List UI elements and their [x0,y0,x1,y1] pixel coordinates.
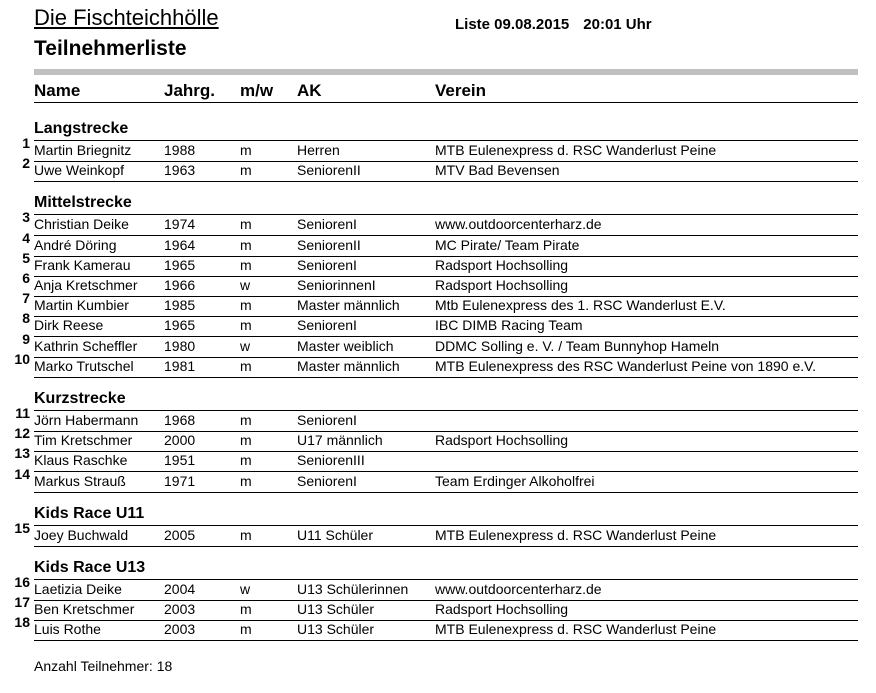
birth-year: 1966 [164,277,196,293]
column-header-sex: m/w [240,81,274,100]
section-title: Kids Race U11 [34,504,145,522]
age-class: SeniorenI [297,216,357,233]
header-divider [34,69,858,75]
age-class: SeniorenII [297,162,361,179]
age-class: Master weiblich [297,337,394,354]
table-row [22,135,858,162]
club-name: MTB Eulenexpress d. RSC Wanderlust Peine [435,142,717,158]
table-row [14,425,858,452]
section-header [34,117,858,141]
gender: m [240,621,252,638]
birth-year: 1965 [164,256,196,273]
birth-year: 1965 [164,317,196,334]
column-header-year: Jahrg. [164,81,216,100]
gender: w [240,277,251,293]
club-name: MTB Eulenexpress d. RSC Wanderlust Peine [435,526,717,543]
section-title: Kurzstrecke [34,390,126,407]
age-class: SeniorenI [297,256,357,273]
row-number: 3 [22,209,30,226]
table-row [22,330,858,358]
table-row [14,594,858,621]
age-class: U17 männlich [297,432,383,449]
age-class: SeniorinnenI [297,277,376,293]
row-number: 14 [14,465,30,482]
row-number: 13 [14,445,30,462]
gender: m [240,236,252,253]
participant-name: Tim Kretschmer [34,432,133,449]
club-name: Radsport Hochsolling [435,277,569,293]
section-title: Langstrecke [34,120,129,137]
table-row [14,519,858,547]
row-number: 1 [22,135,30,151]
participant-name: Christian Deike [34,216,129,233]
section-title: Mittelstrecke [34,194,132,212]
gender: m [240,412,252,428]
participant-name: Martin Briegnitz [34,142,132,158]
table-row [14,350,858,378]
section-header [34,556,858,580]
gender: m [240,297,252,314]
table-row [22,270,858,297]
participant-name: Dirk Reese [34,317,104,334]
age-class: Master männlich [297,297,400,314]
birth-year: 1963 [164,162,196,179]
row-number: 4 [22,229,30,246]
gender: m [240,357,252,374]
column-header-ak: AK [297,81,322,100]
row-number: 16 [14,574,30,590]
birth-year: 2003 [164,601,196,618]
column-header-club: Verein [435,81,487,100]
club-name: Team Erdinger Alkoholfrei [435,472,595,489]
section-header [34,502,858,526]
gender: w [240,337,251,354]
table-row [22,229,858,257]
club-name: IBC DIMB Racing Team [435,317,583,334]
gender: m [240,216,252,233]
birth-year: 2003 [164,621,196,638]
column-header-rule [34,102,858,103]
table-row [14,465,858,493]
row-number: 8 [22,310,30,327]
row-number: 6 [22,270,30,286]
club-name: MC Pirate/ Team Pirate [435,236,580,253]
gender: m [240,452,252,469]
birth-year: 1964 [164,236,196,253]
row-number: 11 [15,405,30,421]
age-class: SeniorenII [297,236,361,253]
list-label: Liste 09.08.2015 [455,16,570,33]
gender: m [240,601,252,618]
age-class: SeniorenI [297,472,357,489]
table-row [22,249,858,277]
birth-year: 1951 [164,452,196,469]
section-title: Kids Race U13 [34,559,146,576]
participant-count: Anzahl Teilnehmer: 18 [34,658,173,674]
participant-name: Klaus Raschke [34,452,128,469]
age-class: U13 Schüler [297,621,375,638]
table-row [14,574,858,601]
section-header [34,191,858,215]
gender: m [240,472,252,489]
club-name: www.outdoorcenterharz.de [435,581,602,597]
row-number: 5 [22,249,30,266]
section-header [34,387,858,411]
page-subtitle: Teilnehmerliste [34,37,187,60]
row-number: 9 [22,330,30,347]
participant-name: Ben Kretschmer [34,601,135,618]
age-class: SeniorenI [297,412,357,428]
table-row [14,614,858,641]
club-name: Radsport Hochsolling [435,432,569,449]
gender: m [240,256,252,273]
participant-name: Markus Strauß [34,472,126,489]
gender: m [240,526,252,543]
birth-year: 2005 [164,526,196,543]
age-class: U13 Schülerinnen [297,581,409,597]
participant-name: Martin Kumbier [34,297,129,314]
age-class: Herren [297,142,340,158]
row-number: 15 [14,519,30,536]
participant-name: Jörn Habermann [34,412,139,428]
gender: m [240,317,252,334]
table-row [14,445,858,472]
participant-name: André Döring [34,236,117,253]
age-class: U11 Schüler [297,526,374,543]
age-class: SeniorenI [297,317,357,334]
participant-name: Frank Kamerau [34,256,131,273]
club-name: DDMC Solling e. V. / Team Bunnyhop Hameln [435,337,720,354]
club-name: MTB Eulenexpress d. RSC Wanderlust Peine [435,621,717,638]
birth-year: 1974 [164,216,196,233]
table-row [22,310,858,337]
row-number: 7 [22,290,30,307]
birth-year: 2004 [164,581,196,597]
row-number: 10 [14,350,30,367]
table-row [22,290,858,317]
club-name: www.outdoorcenterharz.de [435,216,602,233]
row-number: 17 [14,594,30,611]
row-number: 18 [14,614,30,631]
participant-name: Marko Trutschel [34,357,134,374]
gender: w [240,581,251,597]
club-name: Radsport Hochsolling [435,256,569,273]
gender: m [240,432,252,449]
age-class: SeniorenIII [297,452,365,469]
table-row [22,155,858,182]
list-date [455,16,652,33]
birth-year: 1981 [164,357,196,374]
participant-name: Anja Kretschmer [34,277,138,293]
participant-name: Kathrin Scheffler [34,337,138,354]
birth-year: 1968 [164,412,196,428]
row-number: 2 [22,155,30,172]
birth-year: 1985 [164,297,196,314]
club-name: MTB Eulenexpress des RSC Wanderlust Peine von 1890 e.V. [435,357,817,374]
club-name: MTV Bad Bevensen [435,162,560,179]
participant-name: Joey Buchwald [34,526,129,543]
row-number: 12 [14,425,30,442]
document-title: Die Fischteichhölle [34,5,219,30]
birth-year: 1988 [164,142,196,158]
participant-name: Laetizia Deike [34,581,122,597]
birth-year: 1971 [164,472,196,489]
birth-year: 1980 [164,337,196,354]
participant-name: Uwe Weinkopf [34,162,125,179]
club-name: Mtb Eulenexpress des 1. RSC Wanderlust E.V. [435,297,726,314]
age-class: U13 Schüler [297,601,375,618]
column-header-name: Name [34,81,81,100]
age-class: Master männlich [297,357,400,374]
table-row [15,405,858,432]
participant-name: Luis Rothe [34,621,101,638]
table-row [22,209,858,236]
gender: m [240,162,252,179]
club-name: Radsport Hochsolling [435,601,569,618]
list-time: 20:01 Uhr [583,16,652,33]
gender: m [240,142,252,158]
birth-year: 2000 [164,432,196,449]
